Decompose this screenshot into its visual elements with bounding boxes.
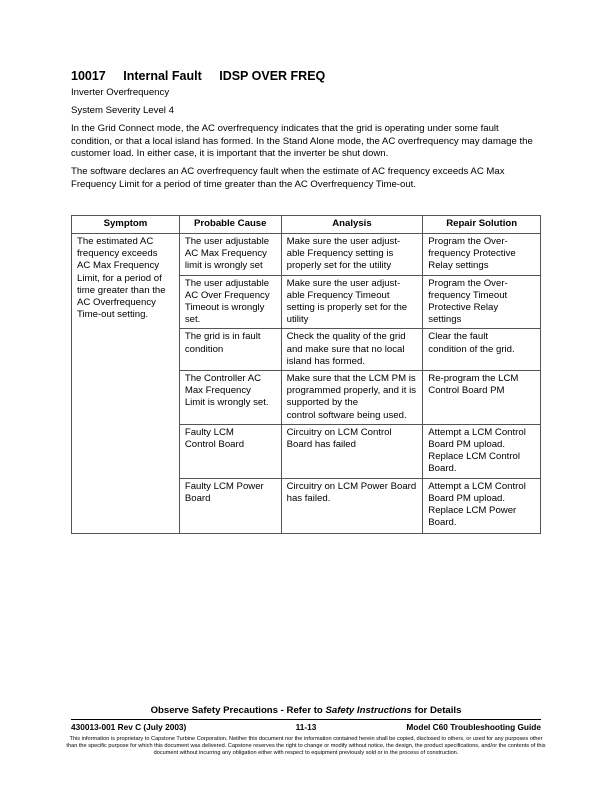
fault-code: 10017 bbox=[71, 69, 106, 83]
solution-cell: Program the Over- frequency Timeout Protective Relay settings bbox=[423, 275, 541, 329]
guide-title: Model C60 Troubleshooting Guide bbox=[406, 722, 541, 732]
solution-cell: Program the Over- frequency Protective Relay settings bbox=[423, 234, 541, 276]
cause-cell: Faulty LCM Power Board bbox=[179, 478, 281, 533]
solution-cell: Attempt a LCM Control Board PM upload. Replace LCM Power Board. bbox=[423, 478, 541, 533]
proprietary-disclaimer: This information is proprietary to Capstone Turbine Corporation. Neither this document nor the information contained herein shall be copied, disclosed to others, or used for any purposes other than the specific purpose for which this document was delivered. Capstone reserves the right to change or modify without notice, the design, the product specifications, and/or the contents of this document without incurring any obligation either with respect to equipment previously sold or in the process of construction. bbox=[66, 736, 546, 756]
severity-level: System Severity Level 4 bbox=[71, 105, 174, 116]
analysis-cell: Circuitry on LCM Control Board has failed bbox=[281, 424, 423, 478]
cause-cell: The user adjustable AC Over Frequency Timeout is wrongly set. bbox=[179, 275, 281, 329]
solution-cell: Clear the fault condition of the grid. bbox=[423, 329, 541, 371]
document-number: 430013-001 Rev C (July 2003) bbox=[71, 722, 187, 732]
cause-cell: Faulty LCM Control Board bbox=[179, 424, 281, 478]
header-symptom: Symptom bbox=[72, 216, 180, 234]
fault-name: IDSP OVER FREQ bbox=[219, 69, 326, 83]
page-number: 11-13 bbox=[295, 722, 317, 732]
cause-cell: The grid is in fault condition bbox=[179, 329, 281, 371]
footer-divider bbox=[71, 719, 541, 720]
solution-cell: Attempt a LCM Control Board PM upload. Replace LCM Control Board. bbox=[423, 424, 541, 478]
description-paragraph-1: In the Grid Connect mode, the AC overfrequency indicates that the grid is operating under some fault condition, or that a local island has formed. In the Stand Alone mode, the AC overfrequency may damage the customer load. In either case, it is important that the inverter be shut down. bbox=[71, 123, 533, 160]
fault-category: Internal Fault bbox=[123, 69, 202, 83]
analysis-cell: Make sure that the LCM PM is programmed properly, and it is supported by the control software being used. bbox=[281, 371, 423, 425]
header-repair-solution: Repair Solution bbox=[423, 216, 541, 234]
table-header-row bbox=[72, 216, 541, 234]
fault-subtitle: Inverter Overfrequency bbox=[71, 87, 170, 98]
analysis-cell: Make sure the user adjust- able Frequency setting is properly set for the utility bbox=[281, 234, 423, 276]
safety-prefix: Observe Safety Precautions - Refer to bbox=[150, 705, 326, 716]
analysis-cell: Make sure the user adjust- able Frequency Timeout setting is properly set for the utility bbox=[281, 275, 423, 329]
cause-cell: The Controller AC Max Frequency Limit is wrongly set. bbox=[179, 371, 281, 425]
symptom-cell: The estimated AC frequency exceeds AC Max Frequency Limit, for a period of time greater than the AC Overfrequency Time-out setting. bbox=[72, 234, 180, 534]
header-probable-cause: Probable Cause bbox=[179, 216, 281, 234]
safety-notice bbox=[0, 705, 612, 716]
analysis-cell: Circuitry on LCM Power Board has failed. bbox=[281, 478, 423, 533]
solution-cell: Re-program the LCM Control Board PM bbox=[423, 371, 541, 425]
description-paragraph-2: The software declares an AC overfrequency fault when the estimate of AC frequency exceeds AC Max Frequency Limit for a period of time greater than the AC Overfrequency Time-out. bbox=[71, 166, 505, 190]
header-analysis: Analysis bbox=[281, 216, 423, 234]
safety-suffix: for Details bbox=[411, 705, 462, 716]
cause-cell: The user adjustable AC Max Frequency limit is wrongly set bbox=[179, 234, 281, 276]
troubleshooting-table bbox=[71, 215, 541, 534]
analysis-cell: Check the quality of the grid and make sure that no local island has formed. bbox=[281, 329, 423, 371]
safety-instructions-ref: Safety Instructions bbox=[325, 705, 412, 716]
table-row bbox=[72, 234, 541, 276]
section-heading bbox=[71, 69, 339, 83]
